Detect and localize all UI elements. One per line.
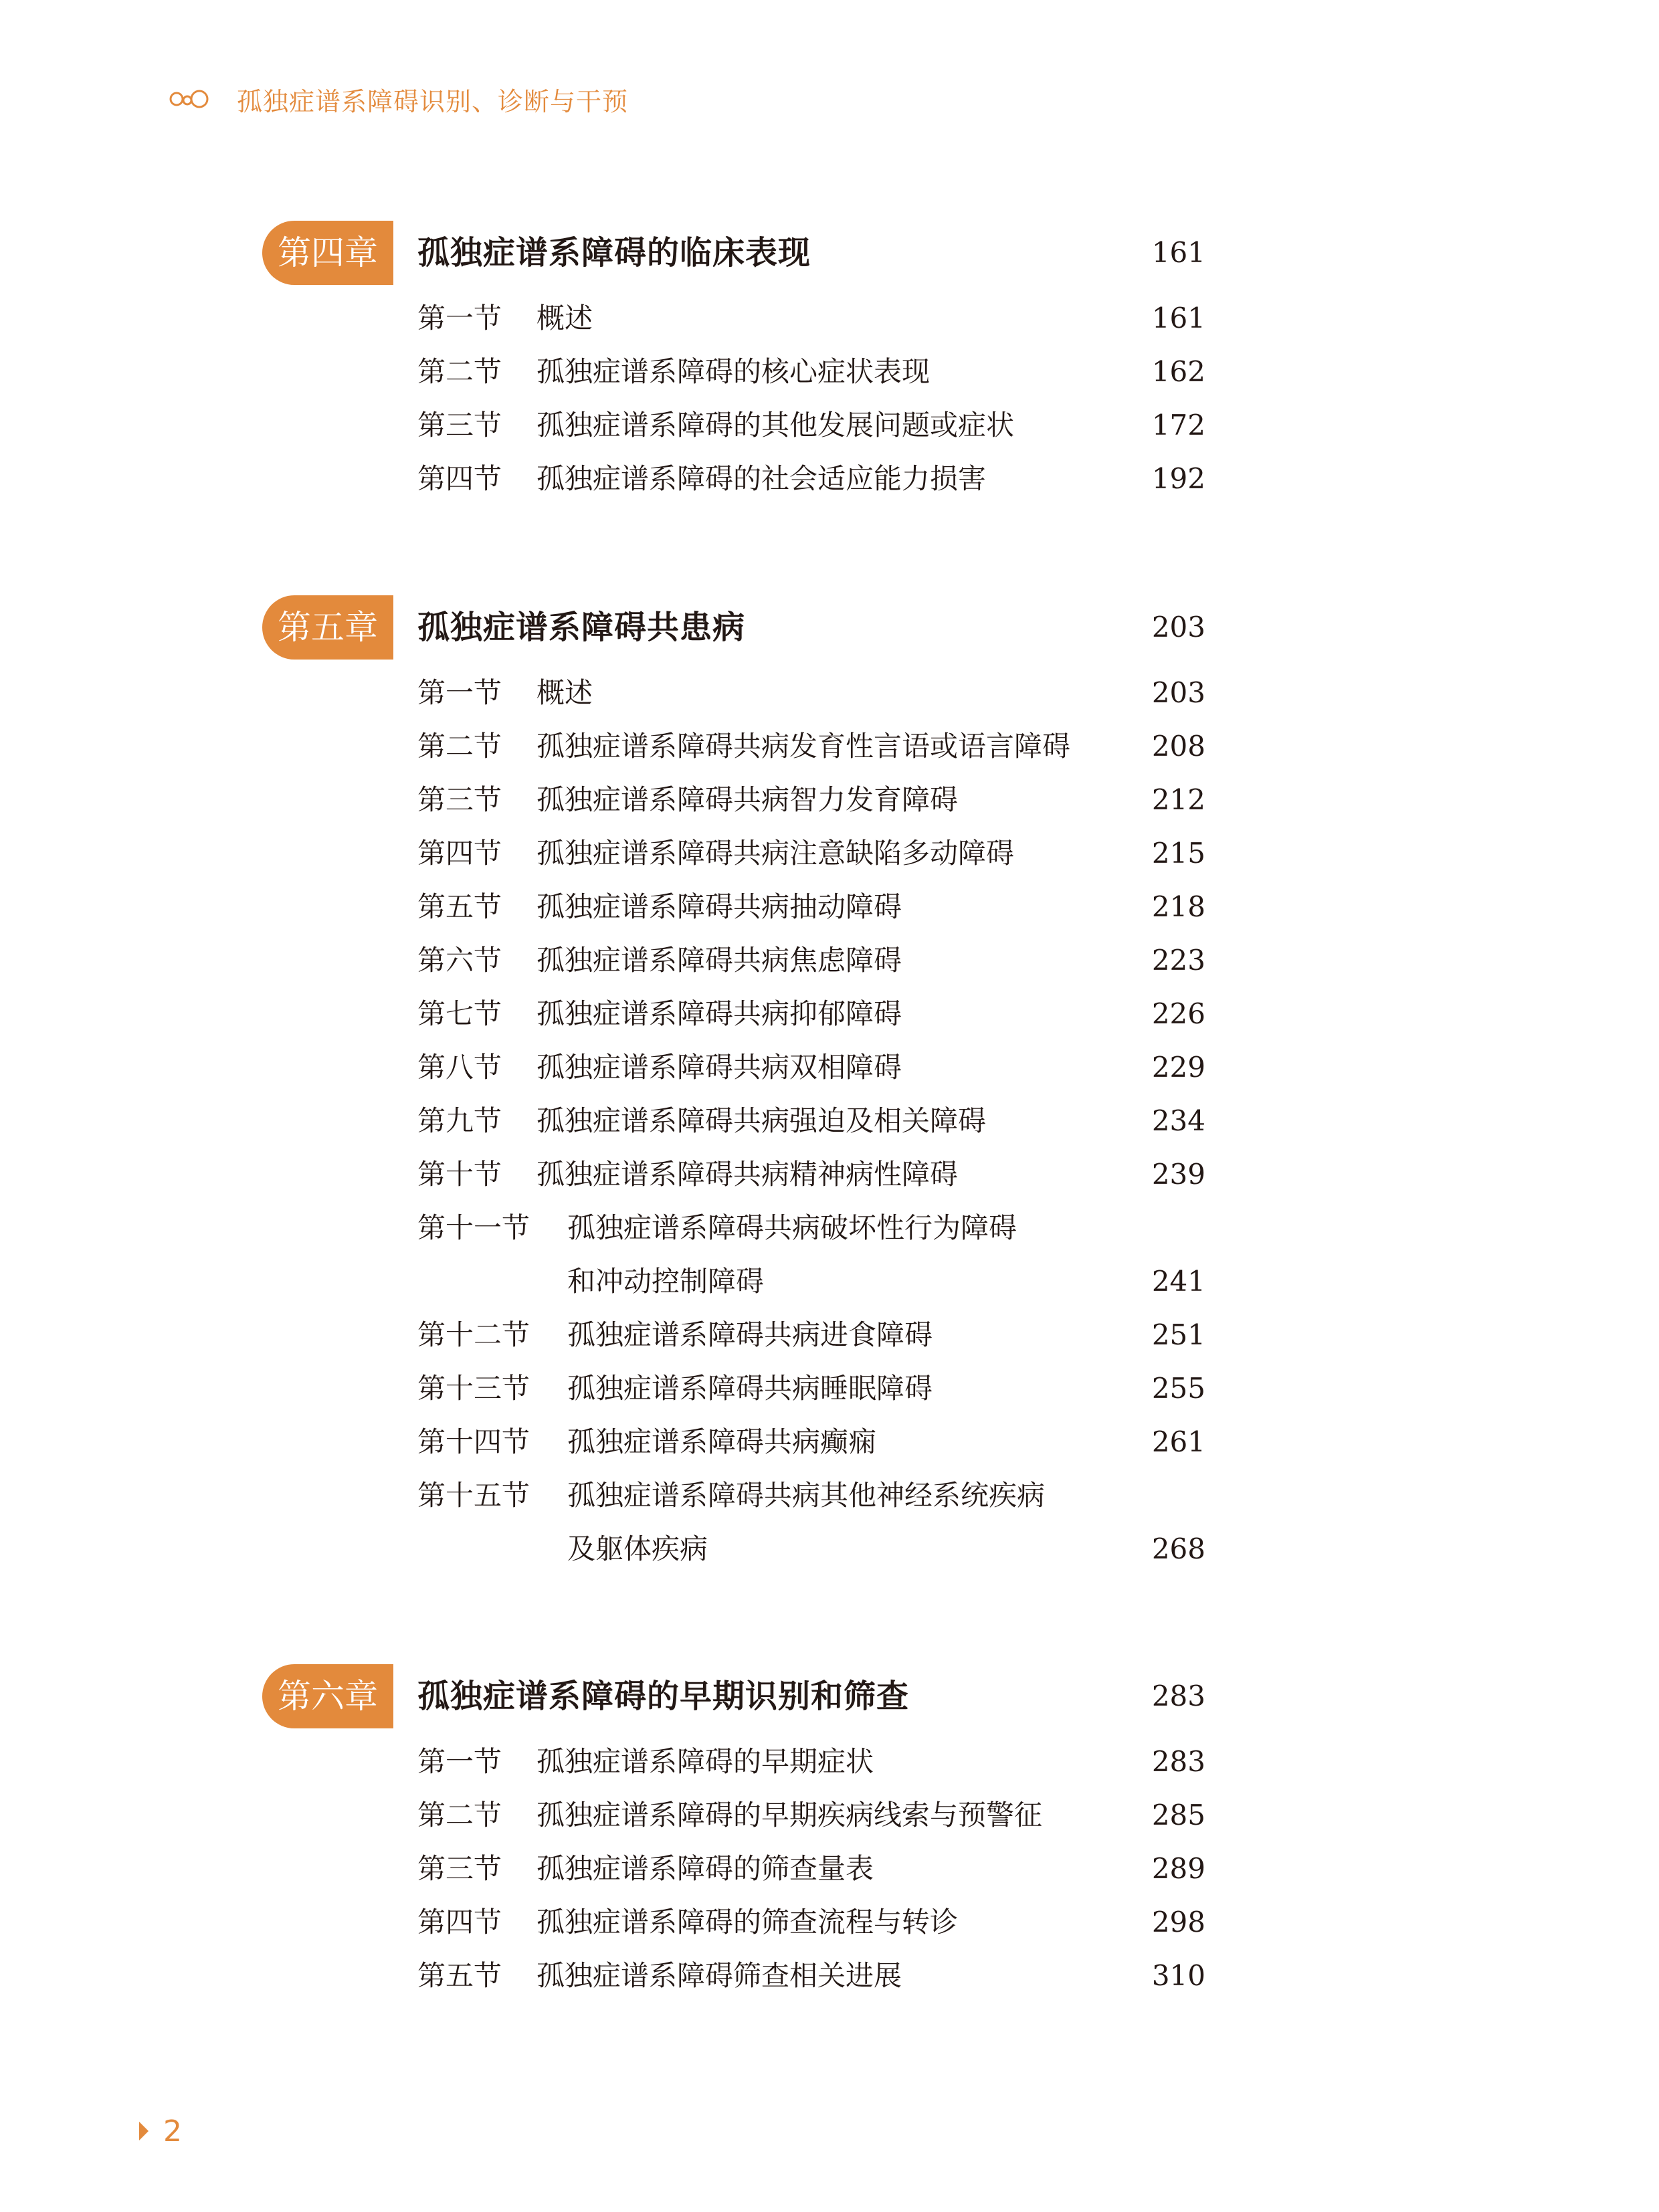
page-folio	[139, 2111, 182, 2151]
section-page-number: 162	[1151, 355, 1205, 388]
section-title: 孤独症谱系障碍共病焦虑障碍	[536, 944, 902, 977]
section-label: 第一节	[417, 1745, 502, 1778]
section-title: 孤独症谱系障碍共病强迫及相关障碍	[536, 1104, 987, 1137]
chapter-title: 孤独症谱系障碍的早期识别和筛查	[417, 1678, 910, 1715]
section-list	[262, 1735, 1205, 2003]
running-head	[167, 79, 628, 119]
toc-entry[interactable]	[262, 1308, 1205, 1362]
section-page-number: 172	[1151, 409, 1205, 441]
section-title: 孤独症谱系障碍的早期症状	[536, 1745, 874, 1778]
section-page-number: 298	[1151, 1906, 1205, 1938]
chapter-badge: 第六章	[262, 1664, 393, 1728]
section-title: 孤独症谱系障碍共病进食障碍	[567, 1318, 933, 1351]
section-label: 第三节	[417, 783, 502, 816]
section-page-number: 255	[1151, 1372, 1205, 1405]
section-page-number: 192	[1151, 462, 1205, 495]
section-label: 第三节	[417, 409, 502, 441]
section-title: 孤独症谱系障碍共病其他神经系统疾病	[567, 1479, 1046, 1512]
section-title: 孤独症谱系障碍的筛查流程与转诊	[536, 1906, 959, 1938]
section-page-number: 234	[1151, 1104, 1205, 1137]
section-page-number: 212	[1151, 783, 1205, 816]
section-page-number: 268	[1151, 1532, 1205, 1565]
section-page-number: 239	[1151, 1158, 1205, 1191]
section-page-number: 283	[1151, 1745, 1205, 1778]
toc-entry[interactable]	[262, 773, 1205, 827]
section-page-number: 251	[1151, 1318, 1205, 1351]
toc-entry[interactable]	[262, 1469, 1205, 1522]
section-label: 第五节	[417, 1959, 502, 1992]
section-label: 第十一节	[417, 1211, 530, 1244]
section-label: 第四节	[417, 1906, 502, 1938]
toc-entry[interactable]	[262, 345, 1205, 399]
toc-entry[interactable]	[262, 292, 1205, 345]
section-list	[262, 666, 1205, 1576]
toc-entry[interactable]	[262, 934, 1205, 987]
toc-entry[interactable]	[262, 1362, 1205, 1415]
section-title: 孤独症谱系障碍共病注意缺陷多动障碍	[536, 837, 1015, 870]
chapter-page-number: 161	[1151, 236, 1205, 269]
section-label: 第十三节	[417, 1372, 530, 1405]
section-label: 第一节	[417, 302, 502, 334]
section-title: 孤独症谱系障碍的社会适应能力损害	[536, 462, 987, 495]
toc-entry[interactable]	[262, 666, 1205, 720]
toc-entry[interactable]	[262, 452, 1205, 506]
chapter-page-number: 283	[1151, 1680, 1205, 1712]
section-label: 第三节	[417, 1852, 502, 1885]
section-title: 孤独症谱系障碍的其他发展问题或症状	[536, 409, 1015, 441]
chapter-title: 孤独症谱系障碍的临床表现	[417, 234, 811, 272]
section-page-number: 161	[1151, 302, 1205, 334]
toc-entry[interactable]	[262, 1041, 1205, 1094]
section-title: 孤独症谱系障碍筛查相关进展	[536, 1959, 902, 1992]
section-label: 第四节	[417, 462, 502, 495]
section-page-number: 203	[1151, 676, 1205, 709]
page-number: 2	[163, 2114, 182, 2148]
section-title: 孤独症谱系障碍共病发育性言语或语言障碍	[536, 730, 1071, 763]
section-label: 第二节	[417, 1799, 502, 1831]
toc-entry[interactable]	[262, 399, 1205, 452]
toc-entry[interactable]	[262, 827, 1205, 880]
section-title: 孤独症谱系障碍共病睡眠障碍	[567, 1372, 933, 1405]
chapter-heading[interactable]	[262, 1664, 1205, 1728]
chapter-block	[262, 1664, 1205, 2003]
interlocking-circles-icon	[167, 86, 210, 112]
section-label: 第五节	[417, 890, 502, 923]
section-label: 第六节	[417, 944, 502, 977]
section-label: 第十四节	[417, 1425, 530, 1458]
section-page-number: 241	[1151, 1265, 1205, 1298]
toc-entry[interactable]	[262, 1896, 1205, 1949]
section-label: 第一节	[417, 676, 502, 709]
section-page-number: 226	[1151, 997, 1205, 1030]
toc-entry-continuation[interactable]	[262, 1255, 1205, 1308]
section-title: 孤独症谱系障碍共病抽动障碍	[536, 890, 902, 923]
section-title: 孤独症谱系障碍共病抑郁障碍	[536, 997, 902, 1030]
toc-entry[interactable]	[262, 987, 1205, 1041]
section-label: 第七节	[417, 997, 502, 1030]
section-title: 孤独症谱系障碍共病双相障碍	[536, 1051, 902, 1084]
section-label: 第四节	[417, 837, 502, 870]
section-label: 第八节	[417, 1051, 502, 1084]
section-page-number: 229	[1151, 1051, 1205, 1084]
toc-entry[interactable]	[262, 1949, 1205, 2003]
section-title: 孤独症谱系障碍的核心症状表现	[536, 355, 931, 388]
section-page-number: 310	[1151, 1959, 1205, 1992]
section-page-number: 218	[1151, 890, 1205, 923]
section-title: 孤独症谱系障碍共病智力发育障碍	[536, 783, 959, 816]
section-label: 第二节	[417, 355, 502, 388]
chapter-title: 孤独症谱系障碍共患病	[417, 609, 746, 646]
section-page-number: 261	[1151, 1425, 1205, 1458]
chapter-heading[interactable]	[262, 221, 1205, 285]
section-title: 概述	[536, 302, 593, 334]
book-title: 孤独症谱系障碍识别、诊断与干预	[237, 86, 629, 116]
section-page-number: 215	[1151, 837, 1205, 870]
toc-entry[interactable]	[262, 1735, 1205, 1789]
section-page-number: 208	[1151, 730, 1205, 763]
toc-entry[interactable]	[262, 720, 1205, 773]
section-label: 第二节	[417, 730, 502, 763]
toc-entry[interactable]	[262, 1415, 1205, 1469]
triangle-right-icon	[139, 2122, 149, 2140]
section-title: 孤独症谱系障碍共病破坏性行为障碍	[567, 1211, 1017, 1244]
toc-entry-continuation[interactable]	[262, 1522, 1205, 1576]
toc-entry[interactable]	[262, 1842, 1205, 1896]
chapter-badge: 第四章	[262, 221, 393, 285]
chapter-block	[262, 595, 1205, 1576]
section-list	[262, 292, 1205, 506]
toc-entry[interactable]	[262, 880, 1205, 934]
chapter-heading[interactable]	[262, 595, 1205, 660]
section-page-number: 223	[1151, 944, 1205, 977]
section-title: 及躯体疾病	[567, 1532, 708, 1565]
section-title: 孤独症谱系障碍的早期疾病线索与预警征	[536, 1799, 1043, 1831]
section-title: 孤独症谱系障碍共病癫痫	[567, 1425, 877, 1458]
toc-entry[interactable]	[262, 1148, 1205, 1201]
section-page-number: 285	[1151, 1799, 1205, 1831]
chapter-badge: 第五章	[262, 595, 393, 660]
section-title: 概述	[536, 676, 593, 709]
chapter-block	[262, 221, 1205, 506]
section-title: 孤独症谱系障碍的筛查量表	[536, 1852, 874, 1885]
section-label: 第十五节	[417, 1479, 530, 1512]
section-label: 第十二节	[417, 1318, 530, 1351]
section-page-number: 289	[1151, 1852, 1205, 1885]
toc-entry[interactable]	[262, 1789, 1205, 1842]
section-label: 第九节	[417, 1104, 502, 1137]
chapter-page-number: 203	[1151, 611, 1205, 643]
section-title: 和冲动控制障碍	[567, 1265, 765, 1298]
toc-entry[interactable]	[262, 1201, 1205, 1255]
section-label: 第十节	[417, 1158, 502, 1191]
section-title: 孤独症谱系障碍共病精神病性障碍	[536, 1158, 959, 1191]
toc-entry[interactable]	[262, 1094, 1205, 1148]
